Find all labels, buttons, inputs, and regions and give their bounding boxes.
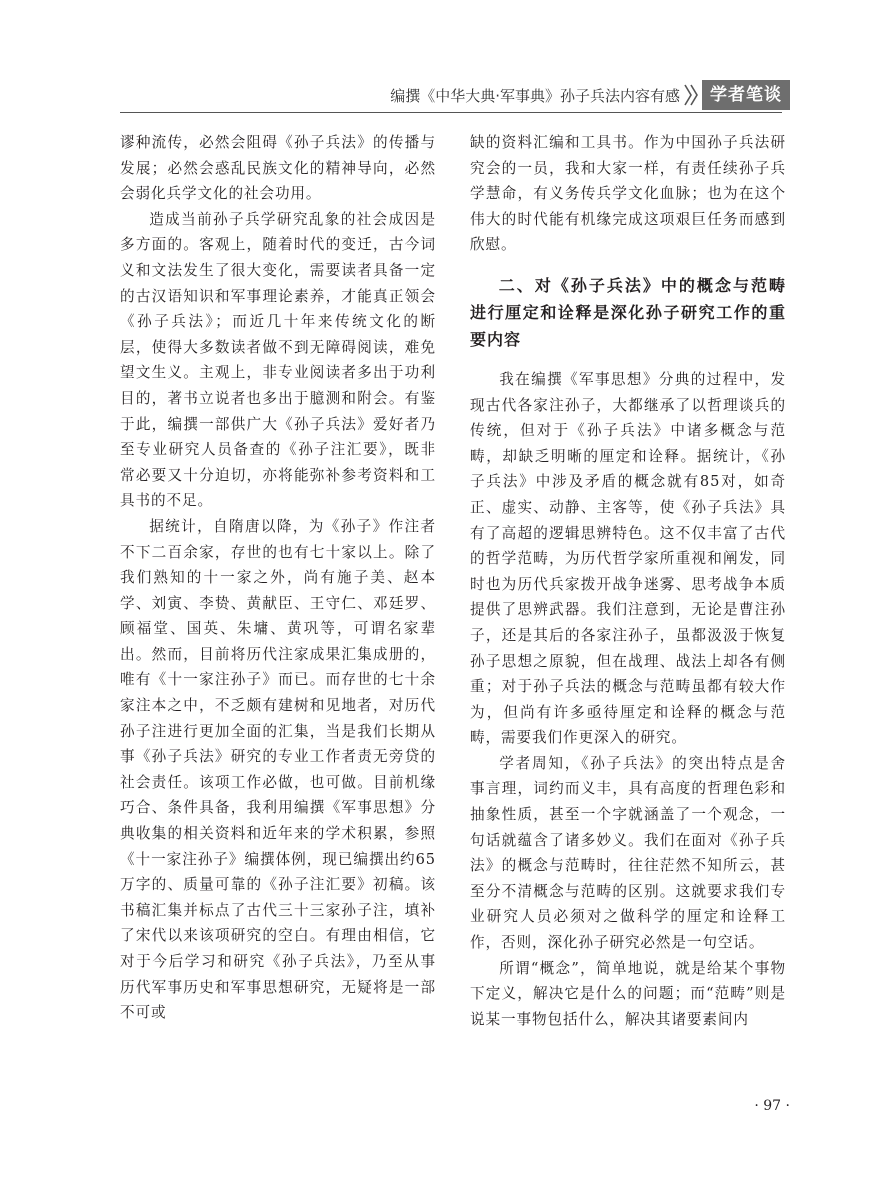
running-header <box>120 80 790 110</box>
left-column <box>120 130 436 1026</box>
section-badge: 学者笔谈 <box>702 80 790 110</box>
paragraph: 缺的资料汇编和工具书。作为中国孙子兵法研究会的一员，我和大家一样，有责任续孙子兵学慧命，有义务传兵学文化血脉；也为在这个伟大的时代能有机缘完成这项艰巨任务而感到欣慰。 <box>470 134 786 254</box>
paragraph: 我在编撰《军事思想》分典的过程中，发现古代各家注孙子，大都继承了以哲理谈兵的传统，但对于《孙子兵法》中诸多概念与范畴，却缺乏明晰的厘定和诠释。据统计，《孙子兵法》中涉及矛盾的概念就有85对，如奇正、虚实、动静、主客等，使《孙子兵法》具有了高超的逻辑思辨特色。这不仅丰富了古代的哲学范畴，为历代哲学家所重视和阐发，同时也为历代兵家拨开战争迷雾、思考战争本质提供了思辨武器。我们注意到，无论是曹注孙子，还是其后的各家注孙子，虽都汲汲于恢复孙子思想之原貌，但在战理、战法上却各有侧重；对于孙子兵法的概念与范畴虽都有较大作为，但尚有许多亟待厘定和诠释的概念与范畴，需要我们作更深入的研究。 <box>470 370 786 747</box>
double-chevron-icon <box>684 82 700 108</box>
section-heading: 二、对《孙子兵法》中的概念与范畴进行厘定和诠释是深化孙子研究工作的重要内容 <box>470 275 786 349</box>
right-column <box>470 130 786 1032</box>
paragraph: 学者周知，《孙子兵法》的突出特点是舍事言理，词约而义丰，具有高度的哲理色彩和抽象性质，甚至一个字就涵盖了一个观念，一句话就蕴含了诸多妙义。我们在面对《孙子兵法》的概念与范畴时，往往茫然不知所云，甚至分不清概念与范畴的区别。这就要求我们专业研究人员必须对之做科学的厘定和诠释工作，否则，深化孙子研究必然是一句空话。 <box>470 754 786 952</box>
running-header-title: 编撰《中华大典·军事典》孙子兵法内容有感 <box>390 86 680 105</box>
paragraph: 谬种流传，必然会阻碍《孙子兵法》的传播与发展；必然会惑乱民族文化的精神导向，必然会弱化兵学文化的社会功用。 <box>120 134 436 203</box>
page-number: · 97 · <box>754 1098 790 1114</box>
paragraph: 所谓“概念”，简单地说，就是给某个事物下定义，解决它是什么的问题；而“范畴”则是说某一事物包括什么，解决其诸要素间内 <box>470 959 786 1028</box>
paragraph: 造成当前孙子兵学研究乱象的社会成因是多方面的。客观上，随着时代的变迁，古今词义和文法发生了很大变化，需要读者具备一定的古汉语知识和军事理论素养，才能真正领会《孙子兵法》；而近几十年来传统文化的断层，使得大多数读者做不到无障碍阅读，难免望文生义。主观上，非专业阅读者多出于功利目的，著书立说者也多出于臆测和附会。有鉴于此，编撰一部供广大《孙子兵法》爱好者乃至专业研究人员备查的《孙子注汇要》，既非常必要又十分迫切，亦将能弥补参考资料和工具书的不足。 <box>120 210 436 510</box>
header-rule <box>120 112 782 113</box>
paragraph: 据统计，自隋唐以降，为《孙子》作注者不下二百余家，存世的也有七十家以上。除了我们熟知的十一家之外，尚有施子美、赵本学、刘寅、李贽、黄献臣、王守仁、邓廷罗、顾福堂、国英、朱墉、黄巩等，可谓名家辈出。然而，目前将历代注家成果汇集成册的，唯有《十一家注孙子》而已。而存世的七十余家注本之中，不乏颇有建树和见地者，对历代孙子注进行更加全面的汇集，当是我们长期从事《孙子兵法》研究的专业工作者责无旁贷的社会责任。该项工作必做，也可做。目前机缘巧合、条件具备，我利用编撰《军事思想》分典收集的相关资料和近年来的学术积累，参照《十一家注孙子》编撰体例，现已编撰出约65万字的、质量可靠的《孙子注汇要》初稿。该书稿汇集并标点了古代三十三家孙子注，填补了宋代以来该项研究的空白。有理由相信，它对于今后学习和研究《孙子兵法》，乃至从事历代军事历史和军事思想研究，无疑将是一部不可或 <box>120 517 436 1022</box>
